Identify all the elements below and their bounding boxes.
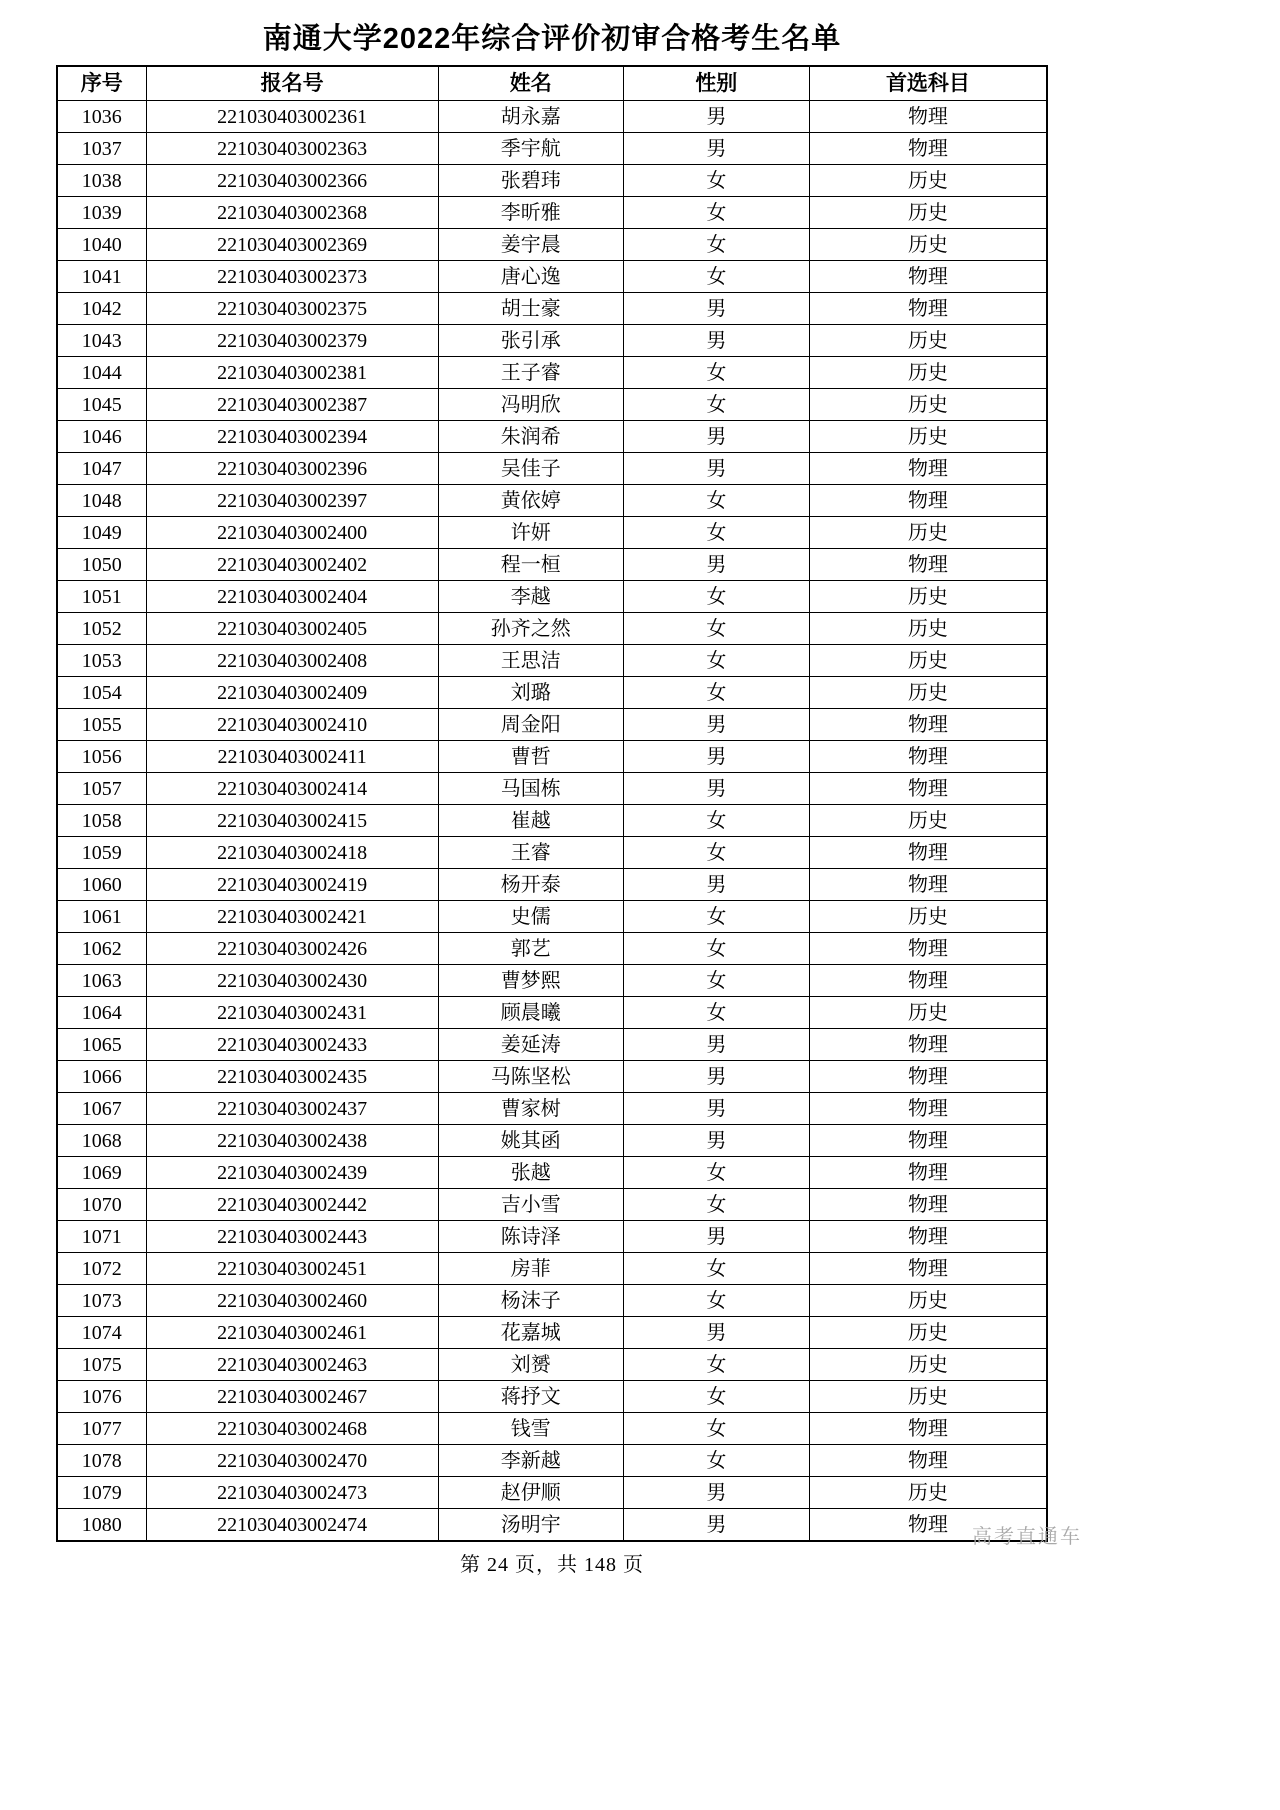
table-cell: 女 bbox=[623, 261, 809, 293]
table-cell: 吉小雪 bbox=[438, 1189, 623, 1221]
table-cell: 男 bbox=[623, 1317, 809, 1349]
table-cell: 男 bbox=[623, 1029, 809, 1061]
table-cell: 221030403002369 bbox=[146, 229, 438, 261]
table-cell: 物理 bbox=[809, 1253, 1047, 1285]
table-cell: 221030403002474 bbox=[146, 1509, 438, 1542]
table-cell: 历史 bbox=[809, 421, 1047, 453]
table-row bbox=[57, 229, 1047, 261]
table-row bbox=[57, 1157, 1047, 1189]
table-cell: 历史 bbox=[809, 1349, 1047, 1381]
table-cell: 女 bbox=[623, 517, 809, 549]
table-cell: 物理 bbox=[809, 709, 1047, 741]
table-cell: 221030403002409 bbox=[146, 677, 438, 709]
table-cell: 胡士豪 bbox=[438, 293, 623, 325]
table-cell: 1067 bbox=[57, 1093, 146, 1125]
table-cell: 物理 bbox=[809, 1445, 1047, 1477]
table-cell: 1051 bbox=[57, 581, 146, 613]
table-cell: 历史 bbox=[809, 165, 1047, 197]
table-cell: 李新越 bbox=[438, 1445, 623, 1477]
table-cell: 男 bbox=[623, 325, 809, 357]
column-header: 性别 bbox=[623, 66, 809, 101]
table-cell: 1077 bbox=[57, 1413, 146, 1445]
table-cell: 杨开泰 bbox=[438, 869, 623, 901]
table-cell: 1054 bbox=[57, 677, 146, 709]
table-cell: 张碧玮 bbox=[438, 165, 623, 197]
table-row bbox=[57, 741, 1047, 773]
table-cell: 221030403002366 bbox=[146, 165, 438, 197]
table-cell: 物理 bbox=[809, 261, 1047, 293]
table-cell: 冯明欣 bbox=[438, 389, 623, 421]
column-header: 首选科目 bbox=[809, 66, 1047, 101]
table-cell: 李昕雅 bbox=[438, 197, 623, 229]
candidates-table bbox=[56, 65, 1048, 1542]
table-body bbox=[57, 101, 1047, 1542]
table-cell: 1064 bbox=[57, 997, 146, 1029]
table-cell: 顾晨曦 bbox=[438, 997, 623, 1029]
table-cell: 221030403002361 bbox=[146, 101, 438, 133]
table-cell: 赵伊顺 bbox=[438, 1477, 623, 1509]
table-row bbox=[57, 549, 1047, 581]
table-cell: 221030403002463 bbox=[146, 1349, 438, 1381]
table-cell: 史儒 bbox=[438, 901, 623, 933]
table-cell: 姚其函 bbox=[438, 1125, 623, 1157]
table-row bbox=[57, 837, 1047, 869]
table-row bbox=[57, 1477, 1047, 1509]
column-header: 姓名 bbox=[438, 66, 623, 101]
table-cell: 历史 bbox=[809, 997, 1047, 1029]
table-row bbox=[57, 197, 1047, 229]
table-cell: 女 bbox=[623, 165, 809, 197]
table-cell: 物理 bbox=[809, 101, 1047, 133]
table-cell: 221030403002381 bbox=[146, 357, 438, 389]
table-row bbox=[57, 517, 1047, 549]
table-row bbox=[57, 869, 1047, 901]
table-cell: 1073 bbox=[57, 1285, 146, 1317]
table-cell: 1068 bbox=[57, 1125, 146, 1157]
table-cell: 1074 bbox=[57, 1317, 146, 1349]
table-cell: 1078 bbox=[57, 1445, 146, 1477]
table-cell: 女 bbox=[623, 485, 809, 517]
table-cell: 1065 bbox=[57, 1029, 146, 1061]
table-cell: 女 bbox=[623, 1413, 809, 1445]
table-cell: 221030403002467 bbox=[146, 1381, 438, 1413]
table-cell: 男 bbox=[623, 133, 809, 165]
table-cell: 物理 bbox=[809, 1509, 1047, 1542]
table-row bbox=[57, 101, 1047, 133]
table-cell: 1045 bbox=[57, 389, 146, 421]
table-cell: 1079 bbox=[57, 1477, 146, 1509]
table-row bbox=[57, 389, 1047, 421]
table-cell: 蒋抒文 bbox=[438, 1381, 623, 1413]
table-cell: 1080 bbox=[57, 1509, 146, 1542]
table-cell: 221030403002405 bbox=[146, 613, 438, 645]
table-cell: 历史 bbox=[809, 581, 1047, 613]
table-cell: 1076 bbox=[57, 1381, 146, 1413]
table-cell: 1042 bbox=[57, 293, 146, 325]
table-row bbox=[57, 293, 1047, 325]
table-cell: 1039 bbox=[57, 197, 146, 229]
table-cell: 1050 bbox=[57, 549, 146, 581]
table-cell: 历史 bbox=[809, 1381, 1047, 1413]
table-cell: 女 bbox=[623, 1349, 809, 1381]
table-row bbox=[57, 1285, 1047, 1317]
table-cell: 女 bbox=[623, 1285, 809, 1317]
table-cell: 1038 bbox=[57, 165, 146, 197]
table-row bbox=[57, 773, 1047, 805]
table-cell: 221030403002421 bbox=[146, 901, 438, 933]
table-cell: 女 bbox=[623, 389, 809, 421]
table-cell: 1036 bbox=[57, 101, 146, 133]
table-row bbox=[57, 581, 1047, 613]
table-cell: 女 bbox=[623, 1445, 809, 1477]
table-row bbox=[57, 1221, 1047, 1253]
table-cell: 历史 bbox=[809, 613, 1047, 645]
table-cell: 1072 bbox=[57, 1253, 146, 1285]
table-row bbox=[57, 805, 1047, 837]
table-cell: 1055 bbox=[57, 709, 146, 741]
table-cell: 221030403002368 bbox=[146, 197, 438, 229]
table-cell: 221030403002373 bbox=[146, 261, 438, 293]
table-cell: 男 bbox=[623, 773, 809, 805]
table-cell: 221030403002426 bbox=[146, 933, 438, 965]
table-cell: 物理 bbox=[809, 133, 1047, 165]
table-cell: 221030403002461 bbox=[146, 1317, 438, 1349]
table-cell: 花嘉城 bbox=[438, 1317, 623, 1349]
table-cell: 221030403002363 bbox=[146, 133, 438, 165]
table-cell: 1046 bbox=[57, 421, 146, 453]
table-cell: 王子睿 bbox=[438, 357, 623, 389]
table-cell: 陈诗泽 bbox=[438, 1221, 623, 1253]
table-cell: 221030403002443 bbox=[146, 1221, 438, 1253]
table-cell: 男 bbox=[623, 293, 809, 325]
table-cell: 男 bbox=[623, 1093, 809, 1125]
table-cell: 221030403002415 bbox=[146, 805, 438, 837]
table-cell: 历史 bbox=[809, 805, 1047, 837]
table-cell: 1056 bbox=[57, 741, 146, 773]
table-cell: 221030403002394 bbox=[146, 421, 438, 453]
table-cell: 物理 bbox=[809, 453, 1047, 485]
table-cell: 221030403002379 bbox=[146, 325, 438, 357]
page-title: 南通大学2022年综合评价初审合格考生名单 bbox=[262, 23, 842, 55]
table-cell: 刘璐 bbox=[438, 677, 623, 709]
table-row bbox=[57, 1381, 1047, 1413]
table-row bbox=[57, 1413, 1047, 1445]
table-cell: 物理 bbox=[809, 741, 1047, 773]
table-cell: 1071 bbox=[57, 1221, 146, 1253]
table-cell: 姜延涛 bbox=[438, 1029, 623, 1061]
table-cell: 女 bbox=[623, 677, 809, 709]
table-row bbox=[57, 709, 1047, 741]
table-cell: 马国栋 bbox=[438, 773, 623, 805]
watermark: 高考直通车 bbox=[972, 1526, 1082, 1548]
table-cell: 历史 bbox=[809, 389, 1047, 421]
page-content bbox=[56, 0, 1048, 1577]
table-cell: 221030403002411 bbox=[146, 741, 438, 773]
table-cell: 历史 bbox=[809, 645, 1047, 677]
table-cell: 男 bbox=[623, 1221, 809, 1253]
table-cell: 221030403002430 bbox=[146, 965, 438, 997]
table-cell: 221030403002451 bbox=[146, 1253, 438, 1285]
table-cell: 周金阳 bbox=[438, 709, 623, 741]
table-cell: 221030403002404 bbox=[146, 581, 438, 613]
table-cell: 女 bbox=[623, 581, 809, 613]
table-cell: 221030403002468 bbox=[146, 1413, 438, 1445]
table-cell: 1059 bbox=[57, 837, 146, 869]
table-cell: 姜宇晨 bbox=[438, 229, 623, 261]
table-cell: 1060 bbox=[57, 869, 146, 901]
table-cell: 历史 bbox=[809, 1477, 1047, 1509]
table-cell: 1058 bbox=[57, 805, 146, 837]
table-cell: 历史 bbox=[809, 677, 1047, 709]
table-cell: 男 bbox=[623, 709, 809, 741]
table-cell: 历史 bbox=[809, 901, 1047, 933]
table-cell: 吴佳子 bbox=[438, 453, 623, 485]
table-cell: 王思洁 bbox=[438, 645, 623, 677]
table-cell: 1041 bbox=[57, 261, 146, 293]
table-cell: 1075 bbox=[57, 1349, 146, 1381]
table-cell: 汤明宇 bbox=[438, 1509, 623, 1542]
table-cell: 221030403002433 bbox=[146, 1029, 438, 1061]
table-cell: 刘赟 bbox=[438, 1349, 623, 1381]
table-cell: 历史 bbox=[809, 325, 1047, 357]
table-cell: 221030403002473 bbox=[146, 1477, 438, 1509]
table-cell: 朱润希 bbox=[438, 421, 623, 453]
table-row bbox=[57, 1029, 1047, 1061]
table-row bbox=[57, 645, 1047, 677]
table-cell: 1044 bbox=[57, 357, 146, 389]
table-cell: 221030403002442 bbox=[146, 1189, 438, 1221]
table-cell: 1063 bbox=[57, 965, 146, 997]
table-row bbox=[57, 133, 1047, 165]
table-row bbox=[57, 485, 1047, 517]
table-row bbox=[57, 677, 1047, 709]
table-cell: 物理 bbox=[809, 837, 1047, 869]
table-cell: 物理 bbox=[809, 773, 1047, 805]
table-cell: 1052 bbox=[57, 613, 146, 645]
table-cell: 女 bbox=[623, 997, 809, 1029]
table-row bbox=[57, 1253, 1047, 1285]
table-row bbox=[57, 357, 1047, 389]
table-cell: 女 bbox=[623, 197, 809, 229]
table-row bbox=[57, 1093, 1047, 1125]
table-cell: 物理 bbox=[809, 1221, 1047, 1253]
table-cell: 男 bbox=[623, 1509, 809, 1542]
table-cell: 钱雪 bbox=[438, 1413, 623, 1445]
table-cell: 曹哲 bbox=[438, 741, 623, 773]
table-cell: 物理 bbox=[809, 1125, 1047, 1157]
table-cell: 崔越 bbox=[438, 805, 623, 837]
table-cell: 历史 bbox=[809, 1317, 1047, 1349]
table-cell: 221030403002435 bbox=[146, 1061, 438, 1093]
table-cell: 221030403002396 bbox=[146, 453, 438, 485]
table-row bbox=[57, 421, 1047, 453]
table-row bbox=[57, 1061, 1047, 1093]
table-cell: 物理 bbox=[809, 485, 1047, 517]
table-cell: 女 bbox=[623, 837, 809, 869]
table-row bbox=[57, 261, 1047, 293]
table-cell: 1053 bbox=[57, 645, 146, 677]
table-cell: 杨沫子 bbox=[438, 1285, 623, 1317]
table-cell: 221030403002437 bbox=[146, 1093, 438, 1125]
table-cell: 1037 bbox=[57, 133, 146, 165]
table-cell: 季宇航 bbox=[438, 133, 623, 165]
table-cell: 221030403002414 bbox=[146, 773, 438, 805]
table-cell: 1047 bbox=[57, 453, 146, 485]
table-cell: 1040 bbox=[57, 229, 146, 261]
table-cell: 1069 bbox=[57, 1157, 146, 1189]
table-cell: 221030403002460 bbox=[146, 1285, 438, 1317]
table-cell: 物理 bbox=[809, 1029, 1047, 1061]
page-footer: 第 24 页，共 148 页 bbox=[460, 1554, 644, 1576]
table-cell: 男 bbox=[623, 869, 809, 901]
table-cell: 张引承 bbox=[438, 325, 623, 357]
table-cell: 女 bbox=[623, 357, 809, 389]
table-cell: 程一桓 bbox=[438, 549, 623, 581]
table-cell: 男 bbox=[623, 741, 809, 773]
table-row bbox=[57, 453, 1047, 485]
table-cell: 马陈坚松 bbox=[438, 1061, 623, 1093]
table-cell: 男 bbox=[623, 421, 809, 453]
table-cell: 物理 bbox=[809, 1093, 1047, 1125]
table-cell: 女 bbox=[623, 933, 809, 965]
table-cell: 历史 bbox=[809, 229, 1047, 261]
table-cell: 221030403002375 bbox=[146, 293, 438, 325]
table-row bbox=[57, 1189, 1047, 1221]
table-cell: 女 bbox=[623, 645, 809, 677]
table-row bbox=[57, 1445, 1047, 1477]
table-cell: 221030403002397 bbox=[146, 485, 438, 517]
table-cell: 历史 bbox=[809, 357, 1047, 389]
table-cell: 1066 bbox=[57, 1061, 146, 1093]
table-cell: 物理 bbox=[809, 1061, 1047, 1093]
table-cell: 黄依婷 bbox=[438, 485, 623, 517]
table-cell: 女 bbox=[623, 1157, 809, 1189]
table-cell: 男 bbox=[623, 1125, 809, 1157]
column-header: 序号 bbox=[57, 66, 146, 101]
table-cell: 李越 bbox=[438, 581, 623, 613]
table-cell: 男 bbox=[623, 1061, 809, 1093]
table-row bbox=[57, 901, 1047, 933]
table-row bbox=[57, 1125, 1047, 1157]
table-cell: 物理 bbox=[809, 933, 1047, 965]
table-row bbox=[57, 613, 1047, 645]
table-cell: 221030403002408 bbox=[146, 645, 438, 677]
table-cell: 1057 bbox=[57, 773, 146, 805]
column-header: 报名号 bbox=[146, 66, 438, 101]
table-cell: 物理 bbox=[809, 869, 1047, 901]
table-cell: 女 bbox=[623, 965, 809, 997]
table-row bbox=[57, 1349, 1047, 1381]
table-row bbox=[57, 1509, 1047, 1542]
table-cell: 女 bbox=[623, 613, 809, 645]
table-row bbox=[57, 997, 1047, 1029]
table-cell: 221030403002410 bbox=[146, 709, 438, 741]
table-cell: 历史 bbox=[809, 1285, 1047, 1317]
table-cell: 物理 bbox=[809, 1413, 1047, 1445]
table-cell: 221030403002400 bbox=[146, 517, 438, 549]
table-cell: 221030403002431 bbox=[146, 997, 438, 1029]
table-cell: 物理 bbox=[809, 1157, 1047, 1189]
table-cell: 女 bbox=[623, 1253, 809, 1285]
table-row bbox=[57, 933, 1047, 965]
table-cell: 1070 bbox=[57, 1189, 146, 1221]
table-cell: 男 bbox=[623, 1477, 809, 1509]
table-cell: 物理 bbox=[809, 293, 1047, 325]
table-row bbox=[57, 165, 1047, 197]
table-cell: 许妍 bbox=[438, 517, 623, 549]
table-cell: 1043 bbox=[57, 325, 146, 357]
table-cell: 221030403002419 bbox=[146, 869, 438, 901]
table-cell: 1061 bbox=[57, 901, 146, 933]
table-cell: 胡永嘉 bbox=[438, 101, 623, 133]
table-cell: 女 bbox=[623, 229, 809, 261]
table-header-row bbox=[57, 66, 1047, 101]
table-cell: 张越 bbox=[438, 1157, 623, 1189]
table-cell: 221030403002418 bbox=[146, 837, 438, 869]
table-cell: 男 bbox=[623, 101, 809, 133]
table-cell: 历史 bbox=[809, 197, 1047, 229]
table-cell: 男 bbox=[623, 549, 809, 581]
table-cell: 男 bbox=[623, 453, 809, 485]
table-row bbox=[57, 965, 1047, 997]
table-cell: 1062 bbox=[57, 933, 146, 965]
table-cell: 221030403002438 bbox=[146, 1125, 438, 1157]
table-cell: 221030403002402 bbox=[146, 549, 438, 581]
table-cell: 物理 bbox=[809, 1189, 1047, 1221]
table-cell: 1049 bbox=[57, 517, 146, 549]
table-row bbox=[57, 325, 1047, 357]
table-cell: 221030403002470 bbox=[146, 1445, 438, 1477]
table-cell: 王睿 bbox=[438, 837, 623, 869]
table-cell: 历史 bbox=[809, 517, 1047, 549]
table-cell: 郭艺 bbox=[438, 933, 623, 965]
table-cell: 女 bbox=[623, 1381, 809, 1413]
table-cell: 曹家树 bbox=[438, 1093, 623, 1125]
table-cell: 221030403002439 bbox=[146, 1157, 438, 1189]
table-cell: 女 bbox=[623, 901, 809, 933]
table-cell: 女 bbox=[623, 1189, 809, 1221]
table-cell: 房菲 bbox=[438, 1253, 623, 1285]
table-cell: 唐心逸 bbox=[438, 261, 623, 293]
table-cell: 1048 bbox=[57, 485, 146, 517]
table-row bbox=[57, 1317, 1047, 1349]
table-cell: 物理 bbox=[809, 965, 1047, 997]
table-cell: 曹梦熙 bbox=[438, 965, 623, 997]
table-cell: 女 bbox=[623, 805, 809, 837]
table-cell: 221030403002387 bbox=[146, 389, 438, 421]
table-cell: 孙齐之然 bbox=[438, 613, 623, 645]
table-cell: 物理 bbox=[809, 549, 1047, 581]
